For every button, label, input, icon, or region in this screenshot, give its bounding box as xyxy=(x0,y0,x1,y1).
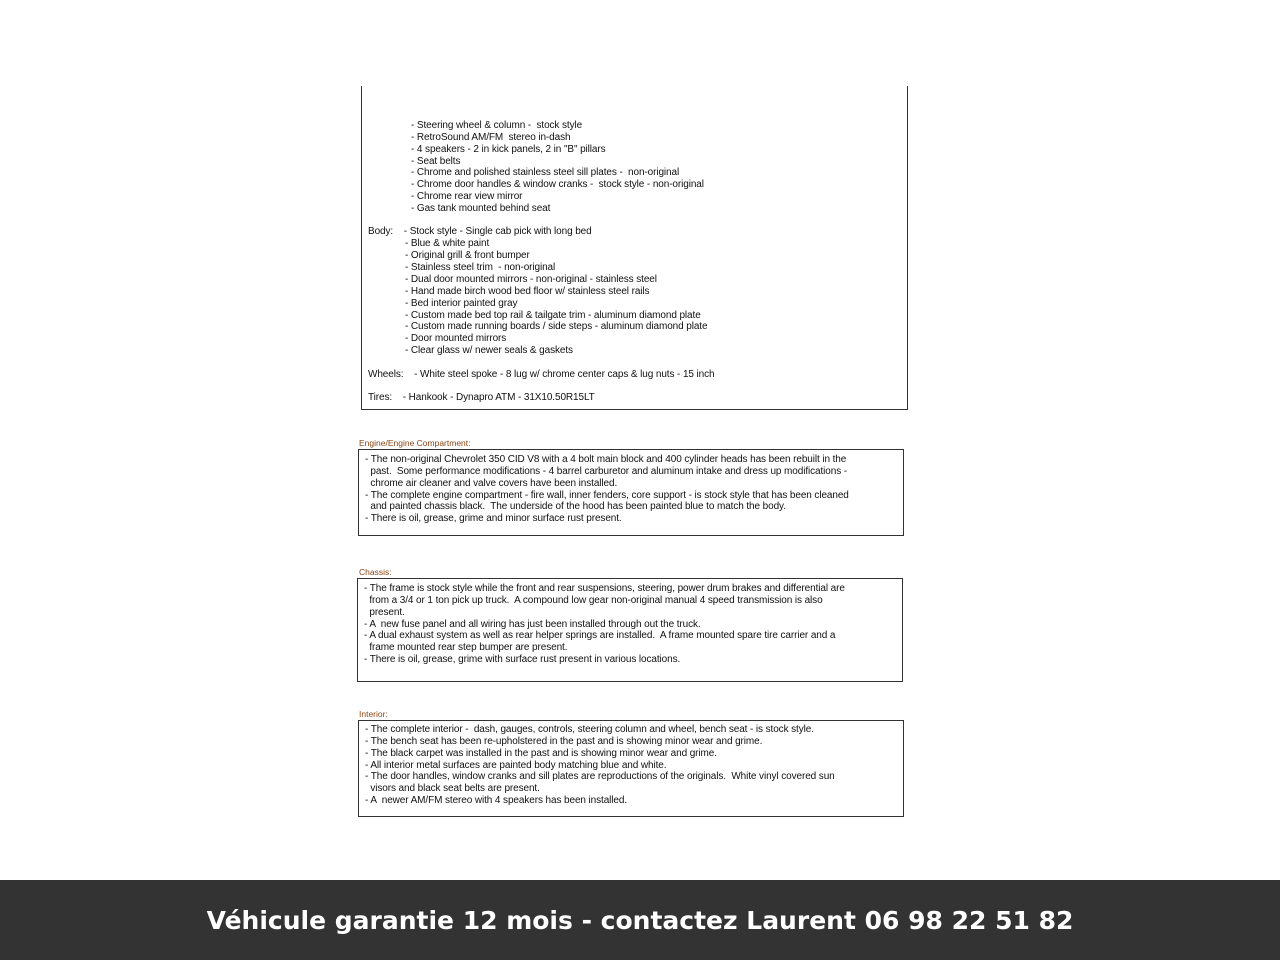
spec-line-tires: Tires: - Hankook - Dynapro ATM - 31X10.50R15LT xyxy=(368,392,595,403)
spec-line: - Door mounted mirrors xyxy=(405,333,507,344)
chassis-line: - There is oil, grease, grime with surface rust present in various locations. xyxy=(364,654,681,665)
spec-line: - Custom made running boards / side steps - aluminum diamond plate xyxy=(405,321,708,332)
engine-line: past. Some performance modifications - 4 barrel carburetor and aluminum intake and dress up modifications - xyxy=(365,466,848,477)
spec-line: - Custom made bed top rail & tailgate trim - aluminum diamond plate xyxy=(405,310,701,321)
spec-line: - Chrome door handles & window cranks - stock style - non-original xyxy=(411,179,704,190)
chassis-line: - A dual exhaust system as well as rear helper springs are installed. A frame mounted spare tire carrier and a xyxy=(364,630,836,641)
spec-line: - Blue & white paint xyxy=(405,238,490,249)
engine-section-label: Engine/Engine Compartment: xyxy=(359,438,471,448)
spec-line: - Stainless steel trim - non-original xyxy=(405,262,556,273)
spec-line: - Chrome rear view mirror xyxy=(411,191,523,202)
interior-line: - The bench seat has been re-upholstered in the past and is showing minor wear and grime. xyxy=(365,736,763,747)
spec-line-wheels: Wheels: - White steel spoke - 8 lug w/ chrome center caps & lug nuts - 15 inch xyxy=(368,369,715,380)
engine-line: - There is oil, grease, grime and minor surface rust present. xyxy=(365,513,622,524)
engine-box xyxy=(358,449,904,536)
spec-line: - RetroSound AM/FM stereo in-dash xyxy=(411,132,571,143)
chassis-line: - A new fuse panel and all wiring has just been installed through out the truck. xyxy=(364,619,701,630)
interior-line: - The complete interior - dash, gauges, controls, steering column and wheel, bench seat - is stock style. xyxy=(365,724,814,735)
engine-line: chrome air cleaner and valve covers have been installed. xyxy=(365,478,618,489)
interior-box xyxy=(358,720,904,817)
chassis-section-label: Chassis: xyxy=(359,567,392,577)
spec-line: - Gas tank mounted behind seat xyxy=(411,203,551,214)
spec-line: - Bed interior painted gray xyxy=(405,298,518,309)
spec-line: - Steering wheel & column - stock style xyxy=(411,120,583,131)
interior-line: - All interior metal surfaces are painted body matching blue and white. xyxy=(365,760,667,771)
interior-line: - A newer AM/FM stereo with 4 speakers has been installed. xyxy=(365,795,628,806)
interior-line: - The door handles, window cranks and sill plates are reproductions of the originals. White vinyl covered sun xyxy=(365,771,835,782)
warranty-footer-banner xyxy=(0,880,1280,960)
spec-line: - Chrome and polished stainless steel sill plates - non-original xyxy=(411,167,680,178)
spec-line: - Original grill & front bumper xyxy=(405,250,530,261)
chassis-line: present. xyxy=(364,607,405,618)
spec-line: - Clear glass w/ newer seals & gaskets xyxy=(405,345,573,356)
interior-line: - The black carpet was installed in the past and is showing minor wear and grime. xyxy=(365,748,717,759)
spec-line: - Dual door mounted mirrors - non-original - stainless steel xyxy=(405,274,657,285)
engine-line: and painted chassis black. The underside of the hood has been painted blue to match the body. xyxy=(365,501,786,512)
engine-line: - The non-original Chevrolet 350 CID V8 with a 4 bolt main block and 400 cylinder heads has been rebuilt in the xyxy=(365,454,847,465)
spec-box xyxy=(361,86,908,410)
interior-line: visors and black seat belts are present. xyxy=(365,783,540,794)
interior-section-label: Interior: xyxy=(359,709,388,719)
spec-line: - Hand made birch wood bed floor w/ stainless steel rails xyxy=(405,286,650,297)
spec-line-body: Body: - Stock style - Single cab pick with long bed xyxy=(368,226,592,237)
warranty-contact-text: Véhicule garantie 12 mois - contactez Laurent 06 98 22 51 82 xyxy=(206,905,1074,935)
chassis-line: frame mounted rear step bumper are present. xyxy=(364,642,568,653)
spec-line: - 4 speakers - 2 in kick panels, 2 in "B" pillars xyxy=(411,144,606,155)
chassis-line: from a 3/4 or 1 ton pick up truck. A compound low gear non-original manual 4 speed transmission is also xyxy=(364,595,823,606)
spec-line: - Seat belts xyxy=(411,156,461,167)
chassis-line: - The frame is stock style while the front and rear suspensions, steering, power drum brakes and differential are xyxy=(364,583,845,594)
chassis-box xyxy=(357,578,903,682)
engine-line: - The complete engine compartment - fire wall, inner fenders, core support - is stock style that has been cleaned xyxy=(365,490,849,501)
